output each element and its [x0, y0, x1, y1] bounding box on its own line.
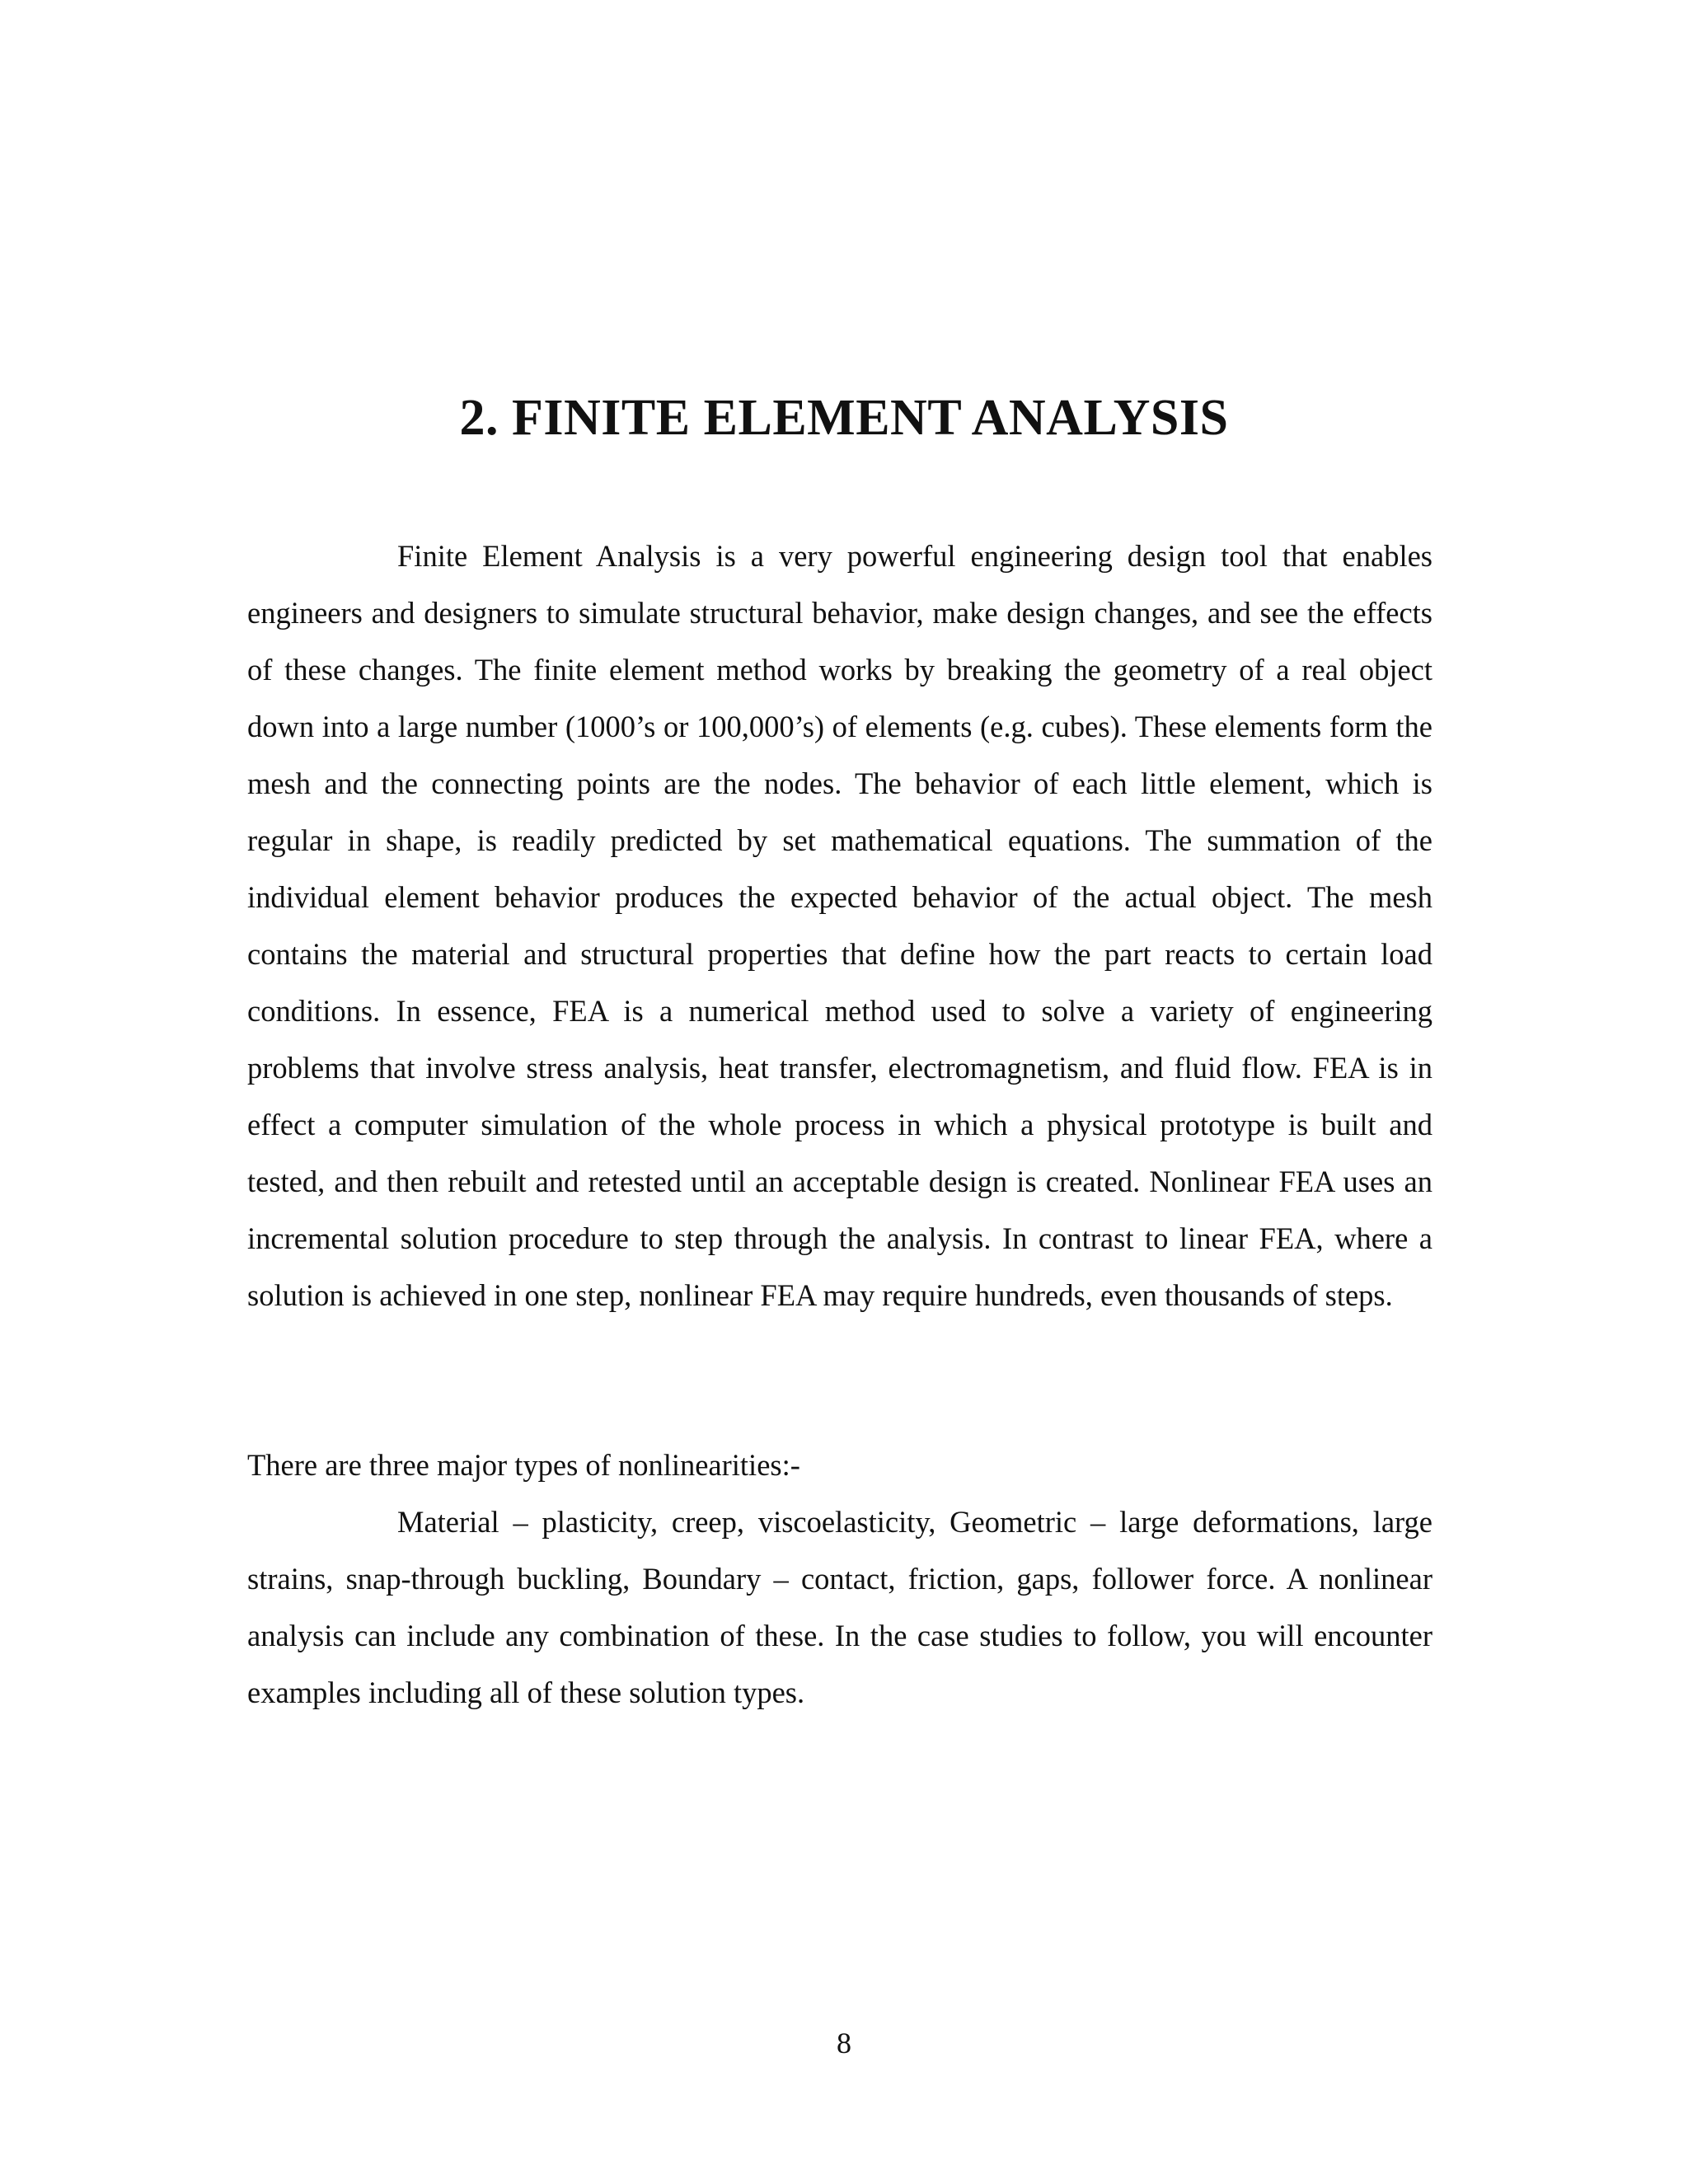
chapter-title: 2. FINITE ELEMENT ANALYSIS [459, 390, 1229, 446]
page-number: 8 [837, 2027, 851, 2060]
nonlinearities-heading-line: There are three major types of nonlinearities:- [247, 1448, 800, 1482]
intro-paragraph: Finite Element Analysis is a very powerful engineering design tool that enables engineers and designers to simulate structural behavior, make design changes, and see the effects of these changes. The finite element method works by breaking the geometry of a real object down into a large number (1000’s or 100,000’s) of elements (e.g. cubes). These elements form the mesh and the connecting points are the nodes. The behavior of each little element, which is regular in shape, is readily predicted by set mathematical equations. The summation of the individual element behavior produces the expected behavior of the actual object. The mesh contains the material and structural properties that define how the part reacts to certain load conditions. In essence, FEA is a numerical method used to solve a variety of engineering problems that involve stress analysis, heat transfer, electromagnetism, and fluid flow. FEA is in effect a computer simulation of the whole process in which a physical prototype is built and tested, and then rebuilt and retested until an acceptable design is created. Nonlinear FEA uses an incremental solution procedure to step through the analysis. In contrast to linear FEA, where a solution is achieved in one step, nonlinear FEA may require hundreds, even thousands of steps. [247, 539, 1432, 1312]
nonlinearities-paragraph: Material – plasticity, creep, viscoelasticity, Geometric – large deformations, large strains, snap-through buckling, Boundary – contact, friction, gaps, follower force. A nonlinear analysis can include any combination of these. In the case studies to follow, you will encounter examples including all of these solution types. [247, 1505, 1432, 1709]
